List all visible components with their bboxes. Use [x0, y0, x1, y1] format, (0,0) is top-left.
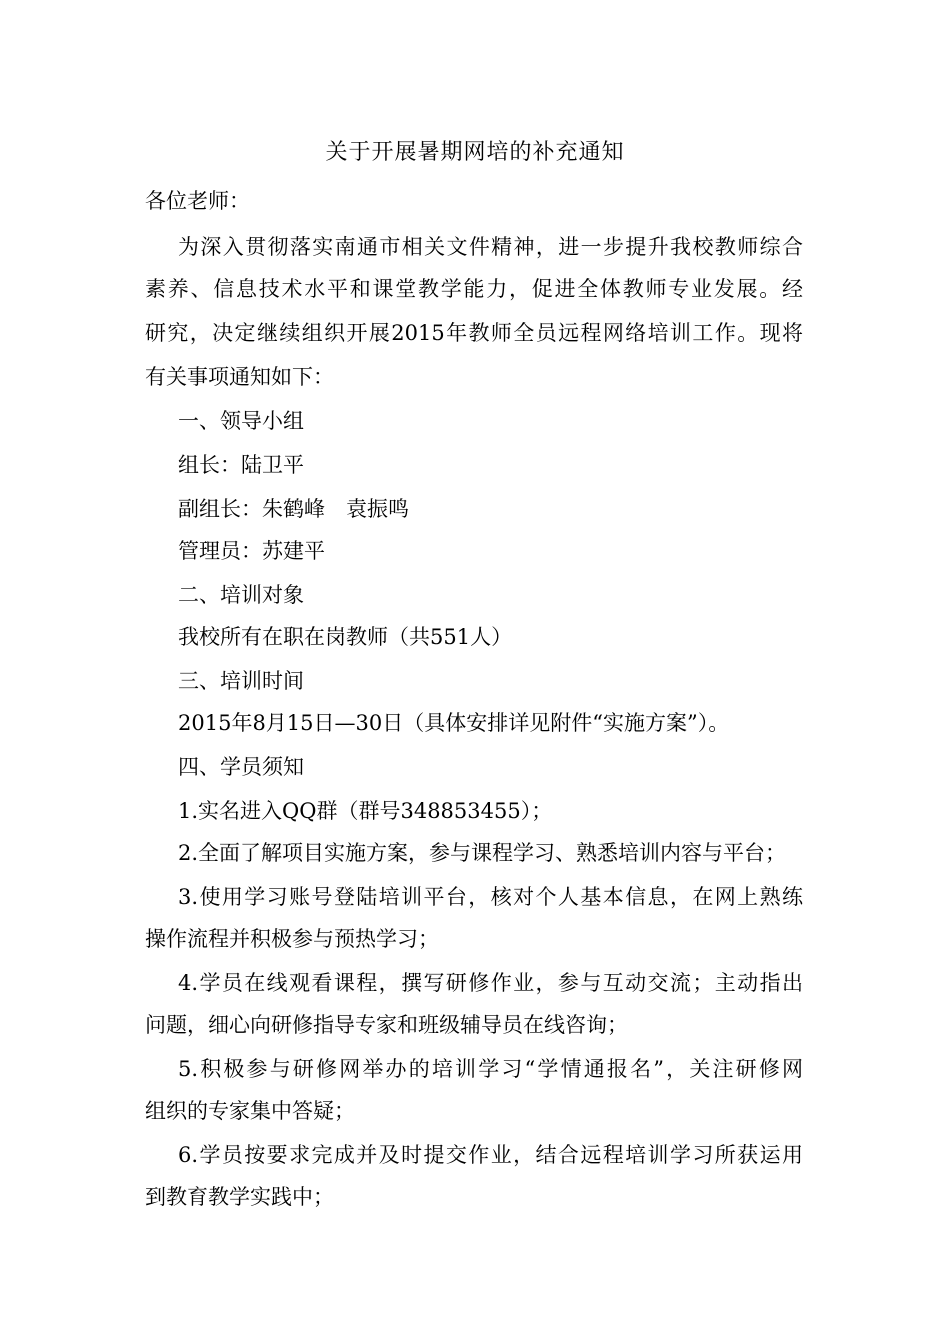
section3-heading: 三、培训时间	[178, 669, 304, 693]
notice-item-5-line-2: 组织的专家集中答疑；	[145, 1099, 355, 1123]
notice-item-4-line-2: 问题，细心向研修指导专家和班级辅导员在线咨询；	[145, 1013, 628, 1037]
notice-item-3-line-2: 操作流程并积极参与预热学习；	[145, 927, 439, 951]
intro-line-2: 素养、信息技术水平和课堂教学能力，促进全体教师专业发展。经	[145, 277, 803, 301]
notice-item-6-line-2: 到教育教学实践中；	[145, 1185, 334, 1209]
section4-heading: 四、学员须知	[178, 755, 304, 779]
intro-line-3: 研究，决定继续组织开展2015年教师全员远程网络培训工作。现将	[145, 321, 803, 345]
intro-line-4: 有关事项通知如下：	[145, 365, 334, 389]
deputy-leader-line: 副组长：朱鹤峰 袁振鸣	[178, 497, 409, 521]
notice-item-6-line-1: 6.学员按要求完成并及时提交作业，结合远程培训学习所获运用	[178, 1143, 803, 1167]
section1-heading: 一、领导小组	[178, 409, 304, 433]
section2-heading: 二、培训对象	[178, 583, 304, 607]
notice-item-2: 2.全面了解项目实施方案，参与课程学习、熟悉培训内容与平台；	[178, 841, 787, 865]
document-title: 关于开展暑期网培的补充通知	[325, 140, 625, 165]
admin-line: 管理员：苏建平	[178, 539, 325, 563]
salutation: 各位老师：	[145, 189, 250, 213]
section3-content: 2015年8月15日—30日（具体安排详见附件“实施方案”）。	[178, 711, 730, 735]
section2-content: 我校所有在职在岗教师（共551人）	[178, 625, 513, 649]
notice-item-5-line-1: 5.积极参与研修网举办的培训学习“学情通报名”，关注研修网	[178, 1057, 803, 1081]
notice-item-1: 1.实名进入QQ群（群号348853455）；	[178, 799, 553, 823]
leader-line: 组长：陆卫平	[178, 453, 304, 477]
notice-item-3-line-1: 3.使用学习账号登陆培训平台，核对个人基本信息，在网上熟练	[178, 885, 803, 909]
intro-line-1: 为深入贯彻落实南通市相关文件精神，进一步提升我校教师综合	[178, 235, 803, 259]
notice-item-4-line-1: 4.学员在线观看课程，撰写研修作业，参与互动交流；主动指出	[178, 971, 803, 995]
